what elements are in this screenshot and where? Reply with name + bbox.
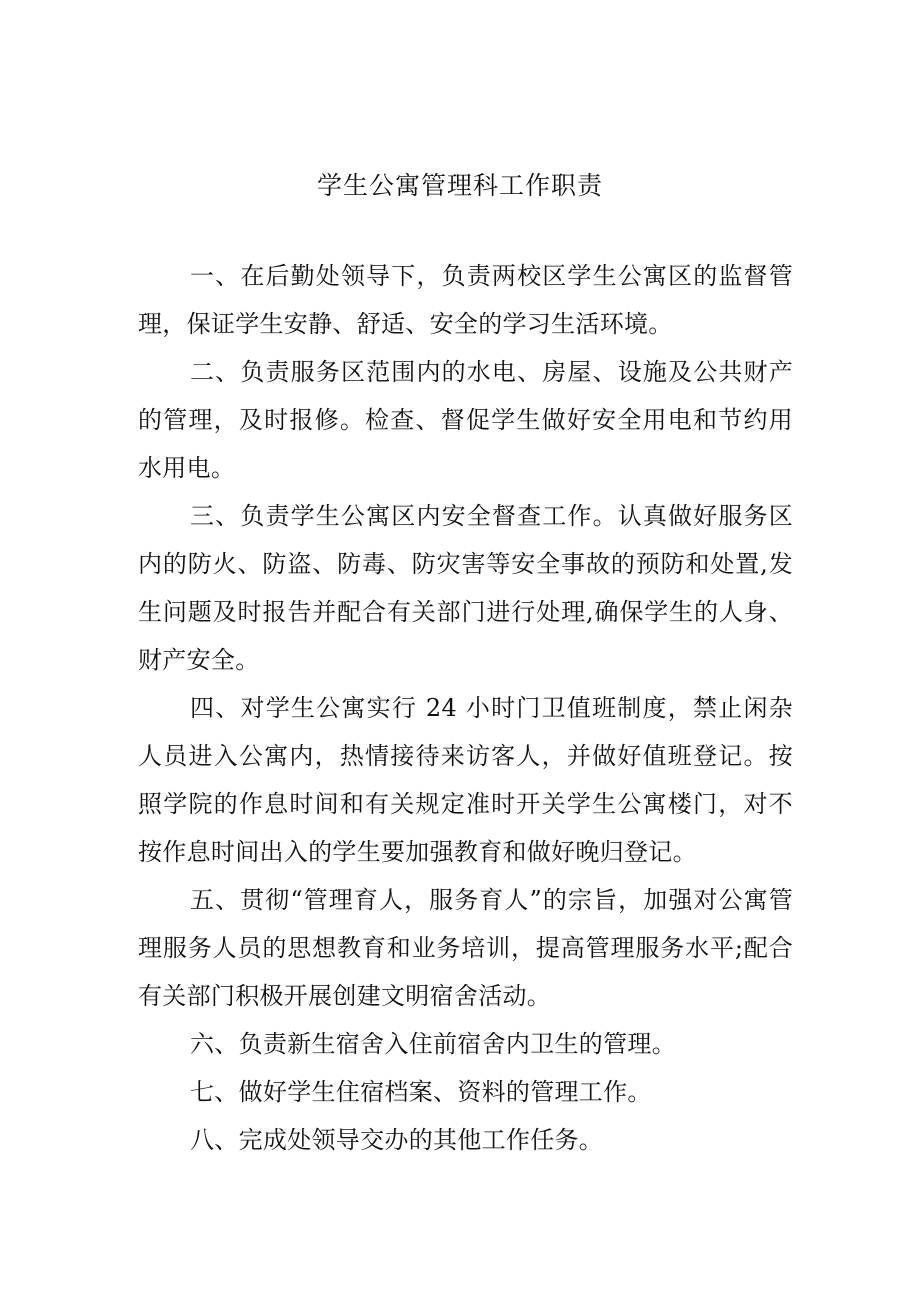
- paragraph-2: 二、负责服务区范围内的水电、房屋、设施及公共财产的管理，及时报修。检查、督促学生做好安全用电和节约用水用电。: [138, 358, 793, 482]
- paragraph-8: 八、完成处领导交办的其他工作任务。: [190, 1126, 604, 1154]
- paragraph-4: 四、对学生公寓实行 24 小时门卫值班制度，禁止闲杂人员进入公寓内，热情接待来访客人，并做好值班登记。按照学院的作息时间和有关规定准时开关学生公寓楼门，对不按作息时间出入的学生要加强教育和做好晚归登记。: [138, 694, 793, 866]
- paragraph-3: 三、负责学生公寓区内安全督查工作。认真做好服务区内的防火、防盗、防毒、防灾害等安全事故的预防和处置,发生问题及时报告并配合有关部门进行处理,确保学生的人身、财产安全。: [138, 502, 793, 674]
- paragraph-7: 七、做好学生住宿档案、资料的管理工作。: [190, 1078, 652, 1106]
- paragraph-5: 五、贯彻“管理育人，服务育人”的宗旨，加强对公寓管理服务人员的思想教育和业务培训，提高管理服务水平;配合有关部门积极开展创建文明宿舍活动。: [138, 886, 793, 1010]
- paragraph-6: 六、负责新生宿舍入住前宿舍内卫生的管理。: [190, 1030, 676, 1058]
- document-body: [138, 252, 793, 1164]
- paragraph-1: 一、在后勤处领导下，负责两校区学生公寓区的监督管理，保证学生安静、舒适、安全的学习生活环境。: [138, 262, 793, 338]
- document-title: 学生公寓管理科工作职责: [316, 171, 603, 200]
